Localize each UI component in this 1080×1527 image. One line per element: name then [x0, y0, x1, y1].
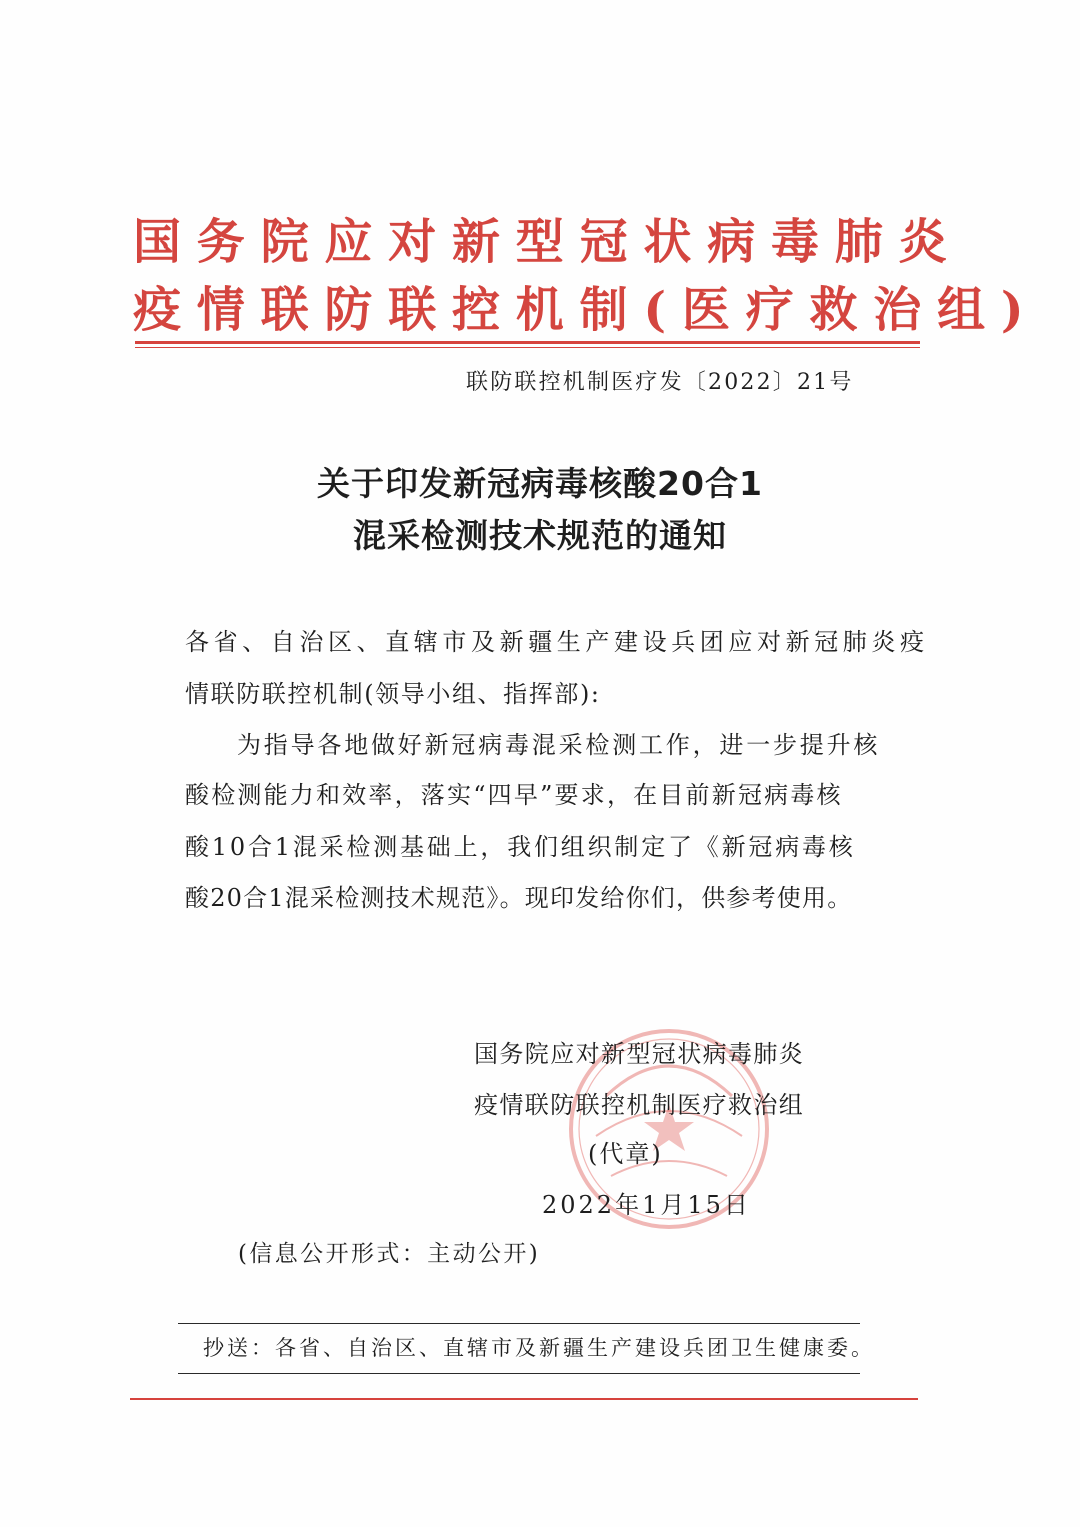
notice-title-line-1: 关于印发新冠病毒核酸20合1 — [317, 464, 763, 503]
masthead-rule-thin — [135, 347, 920, 348]
masthead-line-1: 国务院应对新型冠状病毒肺炎 — [133, 214, 963, 270]
masthead-rule-thick — [135, 341, 920, 344]
salutation-line-1: 各省、自治区、直辖市及新疆生产建设兵团应对新冠肺炎疫 — [185, 628, 929, 656]
document-number: 联防联控机制医疗发〔2022〕21号 — [466, 370, 854, 395]
body-line-4: 酸20合1混采检测技术规范》。现印发给你们，供参考使用。 — [185, 884, 853, 912]
body-line-2: 酸检测能力和效率，落实“四早”要求，在目前新冠病毒核 — [185, 781, 843, 809]
signature-seal-note: (代章) — [588, 1140, 663, 1168]
cc-rule-bottom — [178, 1373, 860, 1374]
body-line-1: 为指导各地做好新冠病毒混采检测工作，进一步提升核 — [237, 731, 881, 759]
masthead-line-2: 疫情联防联控机制(医疗救治组) — [133, 282, 1040, 338]
notice-title-line-2: 混采检测技术规范的通知 — [353, 516, 727, 555]
body-line-3: 酸10合1混采检测基础上，我们组织制定了《新冠病毒核 — [185, 833, 856, 861]
signature-org-line-2: 疫情联防联控机制医疗救治组 — [474, 1091, 805, 1119]
footer-red-rule — [130, 1398, 918, 1400]
cc-rule-top — [178, 1323, 860, 1324]
disclosure-note: (信息公开形式：主动公开) — [238, 1241, 541, 1267]
salutation-line-2: 情联防联控机制(领导小组、指挥部): — [185, 680, 601, 708]
cc-recipients: 抄送：各省、自治区、直辖市及新疆生产建设兵团卫生健康委。 — [203, 1336, 875, 1360]
signature-org-line-1: 国务院应对新型冠状病毒肺炎 — [474, 1040, 805, 1068]
signature-date: 2022年1月15日 — [542, 1191, 751, 1219]
